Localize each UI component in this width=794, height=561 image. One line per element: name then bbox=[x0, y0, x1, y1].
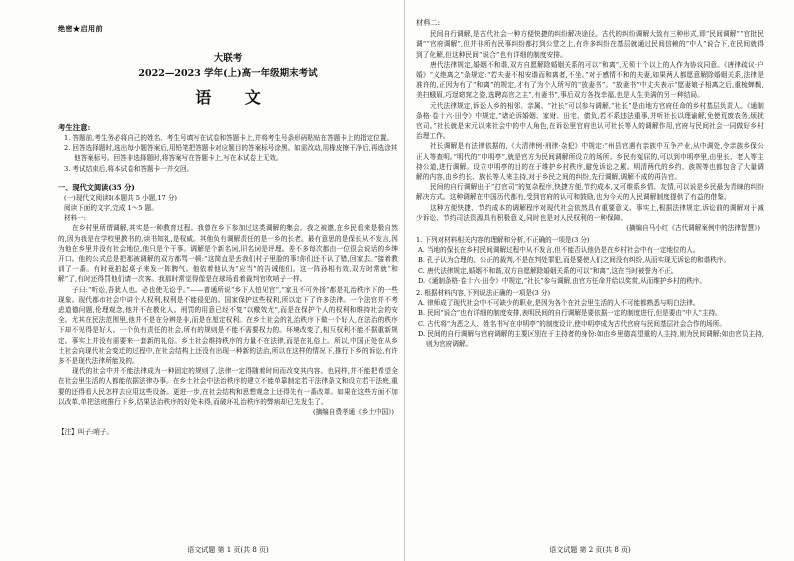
subject-title: 语 文 bbox=[195, 88, 275, 107]
footnote: 【注】叫子:哨子。 bbox=[58, 428, 113, 437]
question-stem: 2. 根据材料内容,下列说法正确的一项是(3 分) bbox=[416, 289, 551, 298]
exam-page-2 bbox=[416, 10, 764, 555]
exam-organizer: 大联考 bbox=[213, 53, 243, 64]
source-citation: (摘编自马小红《古代调解案例中的法律智慧》) bbox=[626, 224, 760, 233]
reading-instruction: 阅读下面的文字,完成 1～5 题。 bbox=[64, 204, 158, 213]
passage-paragraph: 子曰:“听讼,吾犹人也。必也使无讼乎。”——普通所说“乡下人怕见官”,“家丑不可外扬”都是礼治秩序下的一些现象。现代都市社会中讲个人权利,权利是不能侵犯的。国家保护这些权利,所以定下了许多法律。一个法官并不考虑道德问题,伦理观念,他并不在教化人。刑罚的用意已经不复“以儆效尤”,而是在保护个人的权利和维持社会的安全。尤其在民法范围里,他并不是在分辨是非,而是在厘定权利。在乡土社会的礼治秩序下做一个好人,在法治的秩序下却不见得是好人。一个负有责任的社会,所有的规则是不能不需要权力的。环境改变了,相互权利不能不据重新规定。事实上并没有需要来一套新的礼俗。乡土社会维持秩序的力量不在法律,而是在礼俗上。所以,中国正处在从乡土社会向现代社会变迁的过程中,在社会结构上还没有出现一种新的法治,所以在这样的情况下,推行下乡的诉讼,有许多不是现代法律所能及的。 bbox=[58, 285, 398, 366]
note-item: 1. 答题前,考生务必将自己的姓名、考生号填写在试卷和答题卡上,并将考生号条形码粘贴在答题卡上的指定位置。 bbox=[64, 134, 394, 142]
passage-paragraph: 社长调解是有法律依据的,《大清律例·刑律·杂犯》中规定:“州县官遇有亲族中互争产业,从中调处,令亲族乡保公正人等查明。”明代的“申明亭”,就是官方为民间调解所设立的场所。乡民有冤屈的,可以到申明亭里,由里长、老人等主持公道,进行调解。设立申明亭的目的在于维护乡村秩序,避免诉讼之累。明清两代的乡约、族规等也都包含了大量调解的内容,由乡约长、族长等人来主持,对于乡民之间的纠纷,先行调解,调解不成的再告官。 bbox=[416, 142, 764, 182]
exam-page-1 bbox=[58, 10, 398, 555]
answer-option[interactable]: B. 民间“说合”也有详细的制度安排,表明民间的自行调解是要依据一定的制度进行,但是要由“中人”主持。 bbox=[418, 309, 722, 318]
confidential-mark: 绝密★启用前 bbox=[58, 24, 103, 33]
material-label: 材料一: bbox=[64, 214, 87, 223]
answer-option[interactable]: A. 当地的保长在乡村民间调解过程中从不发言,但不能否认他仍是在乡村社会中有一定地位的人。 bbox=[418, 246, 700, 255]
answer-option[interactable]: C. 唐代法律规定,婚姻不和谐,双方自愿解除婚姻关系的可以“和离”,这在当时被誉为不正。 bbox=[418, 266, 678, 275]
answer-option[interactable]: A. 律师成了现代社会中不可缺少的职业,是因为各个在社会里生活的人不可能都熟悉与明白法律。 bbox=[418, 299, 700, 308]
answer-option[interactable]: D. 民间的自行调解与官府调解的主要区别在于主持者的身份:如由乡里德高望重的人主持,则为民间调解;如由官员主持,则为官府调解。 bbox=[418, 329, 764, 349]
exam-title: 2022—2023 学年(上)高一年级期末考试 bbox=[138, 68, 318, 79]
passage-paragraph: 民间的自行调解出于“打官司”的复杂程序,快捷方便,节约成本,又可维系乡情、友情,可以说是乡民最为青睐的纠纷解决方式。这种调解在中国历代都有,受到官府的认可和鼓励,也为今天的人民调解制度提供了有益的借鉴。 bbox=[416, 183, 764, 202]
page-footer: 语文试题 第 2 页(共 8 页) bbox=[549, 546, 631, 554]
note-item: 3. 考试结束后,将本试卷和答题卡一并交回。 bbox=[64, 164, 194, 173]
page-divider bbox=[404, 0, 405, 561]
question-stem: 1. 下列对材料相关内容的理解和分析,不正确的一项是(3 分) bbox=[416, 236, 590, 245]
passage-paragraph: 现代的社会中并不能法律成为一种固定的规则了,法律一定得随着时间而改变其内容。也同样,并不能把希望全在社会里生活的人都能依据法律办事。在乡土社会中法治秩序的建立不能单靠制定若干法律条文和设立若干法庭,重要的还得看人民怎样去应用这些设备。更进一步,在社会结构和思想观念上还得先有一番改革。如果在这些方面不加以改革,单把法庭推行下乡,结果法治秩序的好处未得,而破坏礼治秩序的弊病却已先发生了。 bbox=[58, 367, 398, 406]
note-item: 2. 回答选择题时,选出每小题答案后,用铅笔把答题卡对应题目的答案标号涂黑。如需改动,用橡皮擦干净后,再选涂其他答案标号。回答非选择题时,将答案写在答题卡上,写在本试卷上无效。 bbox=[64, 144, 398, 163]
answer-option[interactable]: B. 孔子认为合理的、公正的裁判,不是在判处罪犯,而是要使人们之间没有纠纷,从而实现无诉讼的和谐秩序。 bbox=[418, 256, 731, 265]
passage-paragraph: 元代法律规定,诉讼人乡的相邻、亲属、“社长”可以参与调解,“社长”是由地方官府任命的乡村基层负责人。《通制条格·卷十六·田令》中规定,“诸论诉婚姻、家财、田宅、债负,若不系违法重事,并听社长以理谕解,免使荒废农务,烦扰官司。”社长就是宋元以来社会中的中人角色,在诉讼里官府也认可社长等人的调解作用,官府与民间社会一同做好乡村治理工作。 bbox=[416, 101, 764, 141]
material-label: 材料二: bbox=[416, 18, 440, 27]
notes-heading: 考生注意: bbox=[58, 123, 91, 132]
section-heading: 一、现代文阅读(35 分) bbox=[58, 182, 135, 192]
passage-paragraph: 民间自行调解,是古代社会一种方便快捷的纠纷解决途径。古代的纠纷调解大致有三种形式,即“民间调解”“官批民调”“官府调解”,但并非所有民事纠纷都打到公堂之上,有许多纠纷在基层就通过民间信赖的“中人”说合下,在民间就得到了化解,但这种民间“说合”也有详细的制度安排。 bbox=[416, 30, 764, 59]
passage-paragraph: 在乡村里所谓调解,其实是一种教育过程。我曾在乡下参加过这类调解的集会。我之被邀,在乡民看来是极自然的,因为我是在学校里教书的,读书知礼,是权威。其他负有调解责任的是一乡的长老。最有意思的是保长从不发言,因为他在乡里并没有社会地位,他只是个干事。调解是个新名词,旧名词是评理。差不多每次都由一位很会说话的乡绅开口。他的公式总是把那被调解的双方都骂一顿:“这简直是丢我们村子里脸的事!你们还不认了错,回家去。”接着教训了一番。有时竟拍起桌子来发一阵脾气。他依着他认为“应当”的告诫他们。这一阵孙相有效,双方时常就“和解”了,有时还得罚他们请一次客。我那时常觉得像是在球场看着裁判官吹哨子一样。 bbox=[58, 224, 398, 284]
subsection-heading: (一)现代文阅读Ⅰ(本题共 5 小题,17 分) bbox=[64, 193, 177, 202]
answer-option[interactable]: C. 古代将“为恶之人、姓名书写在申明亭”的制度设计,使申明亭成为古代官府与民间基层社会合作的场所。 bbox=[418, 319, 726, 328]
passage-paragraph: 唐代法律规定,婚姻不和谐,双方自愿解除婚姻关系的可以“和离”,无须十个以上的人作为协议同意。《唐律疏议·户婚》“义绝离之”条规定:“若夫妻不相安谐而和离者,不坐。”对于感情不和的夫妻,如果两人都愿意解除婚姻关系,法律是准许的,正因为有了“和离”的规定,才有了为个人所写的“放妻书”。“放妻书”中丈夫表示“愿妻娘子相离之后,重梳蝉鬓,美扫蛾眉,巧逞窈窕之姿,选聘高官之主”,有妻书”,事后双方各找幸福,也是人生美满的另一种结局。 bbox=[416, 60, 764, 100]
answer-option[interactable]: D.《通制条格·卷十六·田令》中规定,“社长”参与调解,由官方任命并给以奖赏,从而维护乡村的秩序。 bbox=[418, 276, 707, 285]
passage-paragraph: 这种方便快捷、节约成本的调解程序对现代社会依然具有重要意义。事实上,根据法律规定,诉讼前的调解对于减少诉讼、节约司法资源具有积极意义,同时也是对人民权利的一种保障。 bbox=[416, 203, 764, 222]
page-footer: 语文试题 第 1 页(共 8 页) bbox=[187, 546, 269, 554]
source-citation: (摘编自费孝通《乡土中国》) bbox=[313, 408, 394, 417]
